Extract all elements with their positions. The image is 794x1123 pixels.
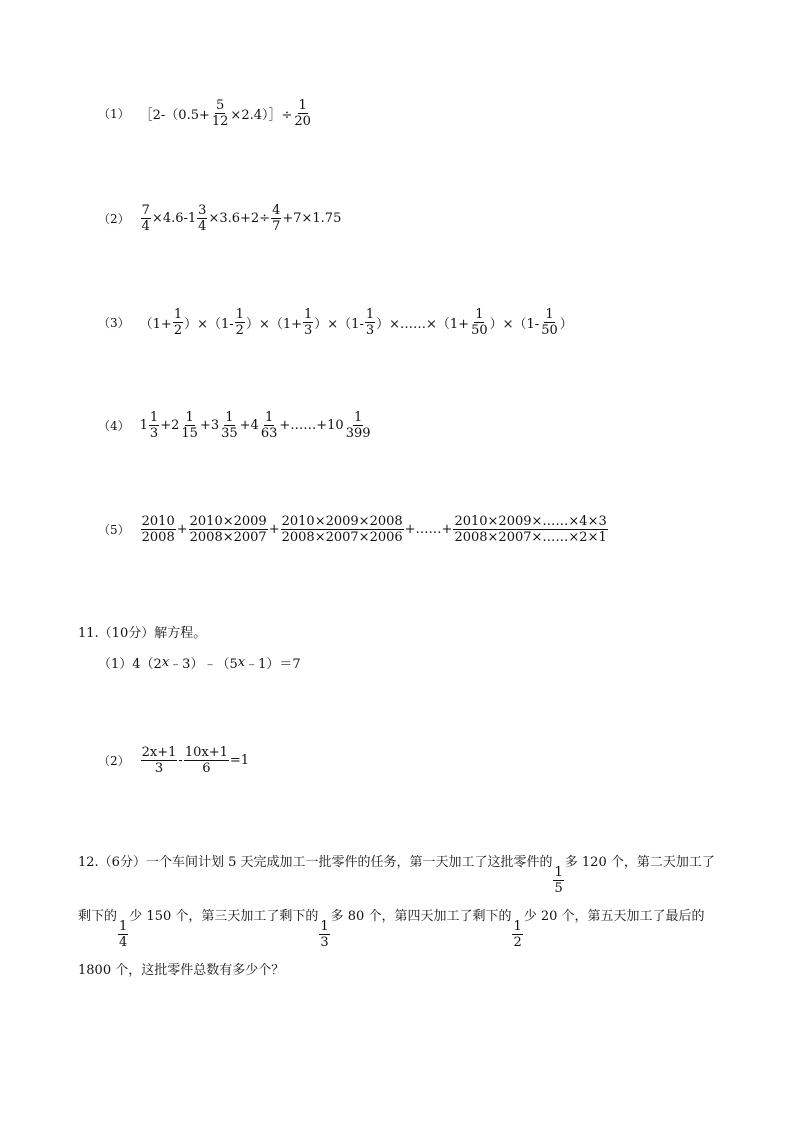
expr-text: ）×（1- bbox=[184, 317, 234, 332]
fraction bbox=[281, 514, 404, 545]
item-label: （2） bbox=[98, 754, 130, 768]
fraction bbox=[173, 307, 183, 338]
denominator: 4 bbox=[198, 219, 207, 234]
numerator: 1 bbox=[119, 919, 128, 934]
fraction bbox=[512, 919, 522, 950]
expr-text: ×4.6-1 bbox=[151, 211, 197, 226]
whole-part: +……+10 bbox=[279, 418, 344, 433]
numerator: 1 bbox=[185, 410, 194, 425]
numerator: 2010 bbox=[141, 514, 175, 529]
numerator: 4 bbox=[272, 203, 281, 218]
fraction bbox=[540, 307, 559, 338]
fraction bbox=[260, 410, 279, 441]
fraction bbox=[235, 307, 245, 338]
item-label: （5） bbox=[98, 523, 130, 537]
numerator: 1 bbox=[320, 919, 329, 934]
item-label: （1） bbox=[98, 107, 130, 121]
numerator: 1 bbox=[365, 307, 375, 322]
denominator: 3 bbox=[149, 426, 159, 441]
item-label: （4） bbox=[98, 419, 130, 433]
expr-text: ）×……×（1+ bbox=[376, 317, 470, 332]
fraction bbox=[220, 410, 239, 441]
problem-text: 多 80 个，第四天加工了剩下的 bbox=[330, 909, 512, 924]
whole-part: 1 bbox=[139, 418, 148, 433]
fraction bbox=[271, 203, 281, 234]
problem-11-1 bbox=[98, 653, 301, 672]
denominator: 6 bbox=[202, 761, 211, 776]
numerator: 1 bbox=[173, 307, 183, 322]
problem-11-2 bbox=[98, 745, 249, 776]
expr-text: +7×1.75 bbox=[282, 211, 342, 226]
denominator: 15 bbox=[181, 426, 198, 441]
numerator: 5 bbox=[216, 98, 225, 113]
equation-text: - bbox=[178, 753, 183, 768]
fraction bbox=[293, 98, 312, 129]
item-label: （3） bbox=[98, 316, 130, 330]
numerator: 2010×2009×……×4×3 bbox=[454, 514, 607, 529]
fraction bbox=[319, 919, 329, 950]
equation-text: ﹣1）＝7 bbox=[245, 657, 301, 672]
denominator: 4 bbox=[119, 935, 128, 950]
problem-text: 少 20 个，第五天加工了最后的 1800 个，这批零件总数有多少个？ bbox=[78, 909, 705, 978]
denominator: 2 bbox=[235, 323, 244, 338]
expr-text: ［2-（0.5+ bbox=[139, 108, 210, 123]
numerator: 1 bbox=[149, 410, 159, 425]
fraction bbox=[141, 745, 178, 776]
fraction bbox=[141, 203, 151, 234]
fraction bbox=[453, 514, 607, 545]
item-label: （2） bbox=[98, 212, 130, 226]
denominator: 2008×2007 bbox=[189, 530, 267, 545]
numerator: 2010×2009 bbox=[189, 514, 267, 529]
equation-text: ﹣3）﹣（5 bbox=[169, 657, 238, 672]
fraction bbox=[345, 410, 372, 441]
problem-10-5 bbox=[98, 514, 609, 545]
expr-text: ）×（1- bbox=[314, 317, 364, 332]
denominator: 63 bbox=[260, 426, 278, 441]
fraction bbox=[365, 307, 375, 338]
numerator: 2010×2009×2008 bbox=[281, 514, 403, 529]
fraction bbox=[184, 745, 229, 776]
denominator: 2008×2007×……×2×1 bbox=[454, 530, 607, 545]
expr-text: +……+ bbox=[404, 522, 453, 537]
equation-text: （1）4（2 bbox=[98, 657, 162, 672]
fraction bbox=[470, 307, 489, 338]
denominator: 2 bbox=[173, 323, 183, 338]
problem-10-1 bbox=[98, 98, 313, 129]
denominator: 4 bbox=[141, 219, 150, 234]
numerator: 1 bbox=[264, 410, 274, 425]
numerator: 7 bbox=[141, 203, 150, 218]
fraction bbox=[180, 410, 199, 441]
denominator: 5 bbox=[554, 881, 563, 896]
denominator: 3 bbox=[365, 323, 375, 338]
fraction bbox=[197, 203, 207, 234]
numerator: 1 bbox=[554, 865, 563, 880]
denominator: 50 bbox=[471, 323, 488, 338]
expr-text: ×2.4）］÷ bbox=[230, 108, 293, 123]
problem-10-2 bbox=[98, 203, 341, 234]
problem-text: 少 150 个，第三天加工了剩下的 bbox=[129, 909, 319, 924]
denominator: 50 bbox=[541, 323, 558, 338]
numerator: 2x+1 bbox=[141, 745, 177, 760]
variable: x bbox=[237, 655, 246, 670]
expr-text: ）×（1+ bbox=[245, 317, 302, 332]
denominator: 2008×2007×2006 bbox=[281, 530, 403, 545]
fraction bbox=[189, 514, 268, 545]
problem-11-heading bbox=[78, 622, 206, 641]
numerator: 1 bbox=[353, 410, 363, 425]
expr-text: ×3.6+2÷ bbox=[208, 211, 271, 226]
fraction bbox=[553, 865, 563, 896]
numerator: 1 bbox=[225, 410, 234, 425]
problem-heading: 11.（10分）解方程。 bbox=[78, 626, 207, 641]
numerator: 1 bbox=[513, 919, 522, 934]
problem-10-3 bbox=[98, 307, 573, 338]
denominator: 7 bbox=[272, 219, 281, 234]
expr-text: ） bbox=[559, 317, 573, 332]
equation-text: =1 bbox=[229, 753, 250, 768]
whole-part: +2 bbox=[160, 418, 180, 433]
expr-text: + bbox=[268, 522, 280, 537]
fraction bbox=[141, 514, 176, 545]
problem-text: 12.（6分）一个车间计划 5 天完成加工一批零件的任务，第一天加工了这批零件的 bbox=[78, 855, 553, 870]
expr-text: （1+ bbox=[139, 317, 172, 332]
problem-10-4 bbox=[98, 410, 373, 441]
denominator: 3 bbox=[320, 935, 329, 950]
denominator: 2008 bbox=[141, 530, 175, 545]
denominator: 3 bbox=[154, 761, 164, 776]
fraction bbox=[149, 410, 159, 441]
whole-part: +4 bbox=[239, 418, 259, 433]
numerator: 10x+1 bbox=[184, 745, 228, 760]
denominator: 12 bbox=[211, 114, 229, 129]
fraction bbox=[303, 307, 313, 338]
numerator: 1 bbox=[475, 307, 484, 322]
expr-text: ）×（1- bbox=[489, 317, 540, 332]
numerator: 1 bbox=[304, 307, 313, 322]
variable: x bbox=[161, 655, 170, 670]
fraction bbox=[211, 98, 230, 129]
whole-part: +3 bbox=[199, 418, 220, 433]
numerator: 3 bbox=[198, 203, 207, 218]
problem-12 bbox=[78, 842, 718, 991]
denominator: 2 bbox=[513, 935, 522, 950]
denominator: 20 bbox=[294, 114, 311, 129]
numerator: 1 bbox=[298, 98, 307, 113]
numerator: 1 bbox=[545, 307, 554, 322]
fraction bbox=[118, 919, 128, 950]
denominator: 399 bbox=[345, 426, 371, 441]
expr-text: + bbox=[176, 522, 188, 537]
denominator: 35 bbox=[221, 426, 238, 441]
denominator: 3 bbox=[304, 323, 313, 338]
numerator: 1 bbox=[235, 307, 244, 322]
problem-text: 多 120 个，第二天加工了剩下的 bbox=[78, 855, 715, 924]
